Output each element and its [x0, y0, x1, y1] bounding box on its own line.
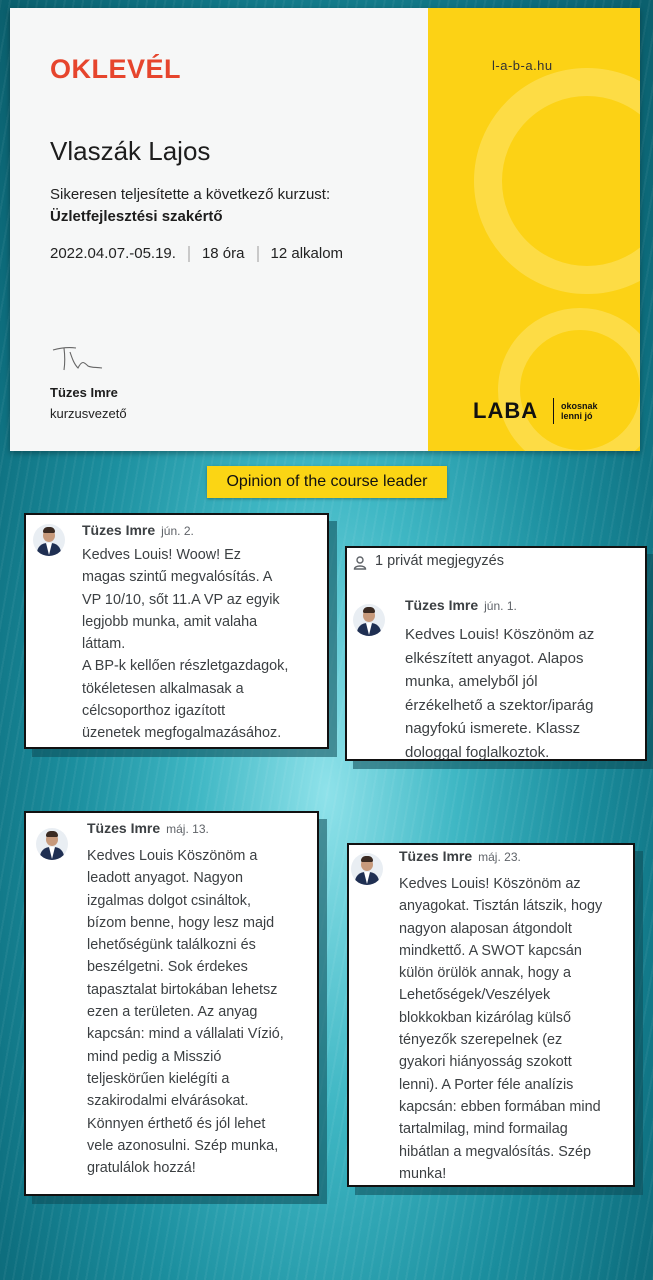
- logo-tagline: [561, 401, 598, 421]
- comment-text: Kedves Louis! Köszönöm az elkészített anyagot. Alapos munka, amelyből jól érzékelhető a szektor/iparág nagyfokú ismerete. Klassz dologgal foglalkoztok.: [405, 626, 595, 761]
- comment-text: Kedves Louis! Woow! Ez magas szintű megvalósítás. A VP 10/10, sőt 11.A VP az egyik legjobb munka, amit valaha láttam. A BP-k kellően részletgazdagok, tökéletesen alkalmasak a célcsoporthoz igazított üzenetek megfogalmazásához.: [82, 547, 289, 742]
- comment-text: Kedves Louis! Köszönöm az anyagokat. Tisztán látszik, hogy nagyon alaposan átgondolt mindkettő. A SWOT kapcsán külön örülök annak, hogy a Lehetőségek/Veszélyek blokkokban kizárólag külső tényezők szerepelnek (ez gyakori hiányosság szokott lenni). A Porter féle analízis kapcsán: ebben formában mind tartalmilag, mind formailag hibátlan a megvalósítás. Szép munka!: [399, 876, 603, 1182]
- comment-card: [24, 811, 319, 1196]
- course-dates: 2022.04.07.-05.19.: [50, 245, 176, 262]
- course-sessions: 12 alkalom: [270, 245, 344, 262]
- course-name: Üzletfejlesztési szakértő: [50, 208, 223, 225]
- tagline-line: okosnak: [561, 401, 598, 411]
- certificate-yellow-panel: [428, 8, 640, 451]
- comment-card: [24, 513, 329, 749]
- signature-icon: [50, 338, 110, 378]
- laba-logo: LABA: [473, 398, 539, 423]
- comment-author: [405, 597, 517, 613]
- divider: [257, 246, 259, 262]
- comment-date: máj. 23.: [478, 850, 521, 864]
- comment-card: [347, 843, 635, 1187]
- certificate-title: OKLEVÉL: [50, 54, 182, 84]
- avatar: [36, 828, 68, 860]
- avatar: [351, 853, 383, 885]
- author-name: Tüzes Imre: [405, 597, 479, 613]
- author-name: Tüzes Imre: [399, 848, 473, 864]
- comment-date: máj. 13.: [166, 822, 209, 836]
- decorative-ring: [498, 308, 640, 451]
- course-meta: [50, 245, 343, 262]
- author-name: Tüzes Imre: [87, 820, 161, 836]
- logo-divider: [553, 398, 554, 424]
- completed-text: Sikeresen teljesítette a következő kurzust:: [50, 186, 331, 203]
- recipient-name: Vlaszák Lajos: [50, 136, 211, 166]
- comment-date: jún. 2.: [161, 524, 194, 538]
- divider: [188, 246, 190, 262]
- comment-date: jún. 1.: [484, 599, 517, 613]
- private-comment-card: [345, 546, 647, 761]
- private-comment-label[interactable]: 1 privát megjegyzés: [375, 553, 504, 569]
- signer-name: Tüzes Imre: [50, 385, 118, 400]
- opinion-banner: Opinion of the course leader: [207, 466, 447, 498]
- decorative-ring: [474, 68, 640, 294]
- comment-author: [87, 820, 209, 836]
- avatar: [353, 604, 385, 636]
- certificate: [10, 8, 640, 451]
- comment-author: [82, 522, 194, 538]
- person-icon: [353, 556, 367, 570]
- comment-text: Kedves Louis Köszönöm a leadott anyagot. Nagyon izgalmas dolgot csináltok, bízom benne, hogy lesz majd lehetőségünk találkozni és beszélgetni. Sok érdekes tapasztalat birtokában lehetsz ezen a területen. Az anyag kapcsán: mind a vállalati Vízió, mind pedig a Misszió teljeskörűen kielégíti a szakirodalmi elvárásokat. Könnyen érthető és jól lehet vele azonosulni. Szép munka, gratulálok hozzá!: [87, 848, 284, 1177]
- tagline-line: lenni jó: [561, 411, 593, 421]
- avatar: [33, 524, 65, 556]
- comment-author: [399, 848, 521, 864]
- website-link[interactable]: l-a-b-a.hu: [492, 58, 553, 73]
- signer-role: kurzusvezető: [50, 406, 127, 421]
- course-hours: 18 óra: [201, 245, 245, 262]
- author-name: Tüzes Imre: [82, 522, 156, 538]
